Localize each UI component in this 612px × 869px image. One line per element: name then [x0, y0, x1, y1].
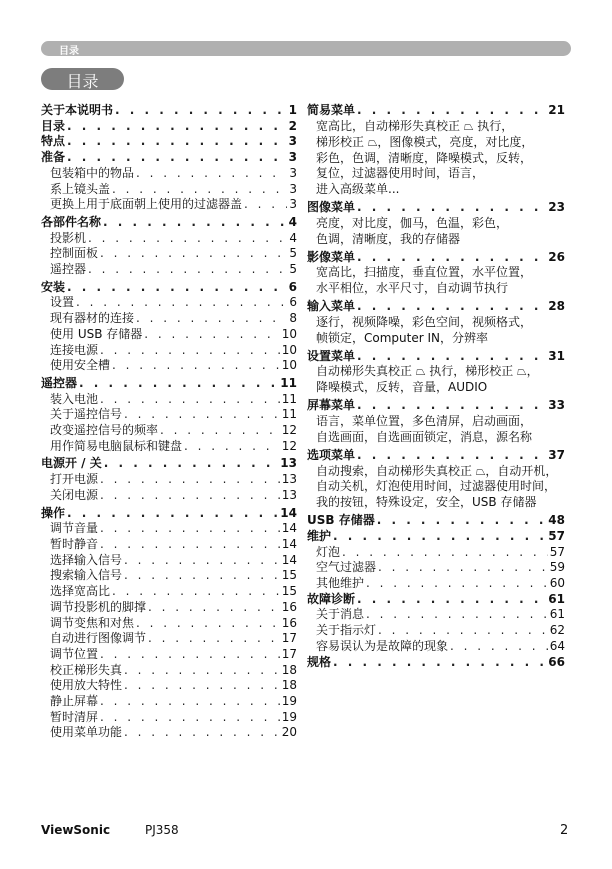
page-title-badge: [41, 68, 124, 90]
toc-entry-page: 57: [548, 528, 565, 543]
toc-entry-page: 21: [548, 103, 565, 117]
section-header-label: 目录: [59, 46, 79, 57]
toc-entry-label: 特点: [41, 134, 66, 149]
toc-leader-dots: [378, 623, 548, 639]
toc-entry-label: 规格: [307, 654, 332, 669]
toc-section-description: 水平相位，水平尺寸，自动调节执行: [316, 281, 509, 296]
toc-entry-label: 现有器材的连接: [50, 311, 135, 326]
toc-subsection-entry[interactable]: [307, 623, 565, 639]
toc-leader-dots: [67, 506, 278, 522]
toc-left-column: [41, 103, 297, 741]
toc-entry-label: 关于指示灯: [316, 623, 377, 638]
page-title: 目录: [66, 72, 99, 91]
toc-subsection-entry[interactable]: [41, 678, 297, 694]
toc-entry-page: 10: [281, 342, 297, 357]
toc-leader-dots: [244, 197, 287, 213]
toc-entry-label: 调节位置: [50, 646, 99, 661]
toc-section-entry[interactable]: [307, 250, 565, 266]
toc-leader-dots: [357, 200, 546, 216]
toc-section-description: 帧锁定，Computer IN，分辨率: [316, 330, 488, 345]
toc-leader-dots: [100, 246, 287, 262]
toc-entry-page: 62: [549, 623, 565, 638]
toc-entry-label: 选项菜单: [307, 447, 356, 462]
toc-section-description: 自选画面，自选画面锁定，消息，源名称: [316, 429, 533, 444]
toc-entry-page: 11: [281, 407, 297, 422]
toc-section-entry[interactable]: [41, 376, 297, 392]
toc-leader-dots: [357, 349, 546, 365]
toc-entry-label: 用作简易电脑鼠标和键盘: [50, 438, 183, 453]
toc-subsection-entry[interactable]: [41, 327, 297, 343]
toc-entry-page: 14: [281, 521, 297, 536]
toc-subsection-entry[interactable]: [41, 295, 297, 311]
toc-leader-dots: [136, 616, 280, 632]
toc-entry-page: 48: [548, 513, 565, 528]
toc-subsection-entry[interactable]: [41, 488, 297, 504]
footer-page-number: 2: [560, 823, 569, 838]
toc-entry-page: 61: [549, 607, 565, 622]
toc-leader-dots: [88, 262, 287, 278]
toc-entry-page: 13: [280, 456, 297, 471]
toc-entry-label: 静止屏幕: [50, 694, 99, 709]
toc-entry-page: 66: [548, 654, 565, 669]
toc-section-description: 色调，清晰度，我的存储器: [316, 231, 461, 246]
toc-leader-dots: [333, 529, 546, 545]
toc-entry-page: 33: [548, 398, 565, 413]
toc-leader-dots: [100, 472, 280, 488]
toc-entry-label: 调节投影机的脚撑: [50, 599, 147, 614]
toc-entry-label: 使用安全槽: [50, 358, 111, 373]
toc-leader-dots: [67, 150, 287, 166]
toc-entry-label: 调节音量: [50, 521, 99, 536]
toc-subsection-entry[interactable]: [41, 600, 297, 616]
toc-section-entry[interactable]: [307, 200, 565, 216]
toc-subsection-entry[interactable]: [307, 560, 565, 576]
toc-entry-label: 使用菜单功能: [50, 725, 123, 740]
toc-section-description: 梯形校正 ⏢，图像模式，亮度，对比度，: [316, 134, 534, 149]
toc-section-entry[interactable]: [307, 592, 565, 608]
toc-leader-dots: [67, 134, 287, 150]
toc-subsection-entry[interactable]: [41, 663, 297, 679]
toc-entry-label: 装入电池: [50, 391, 99, 406]
toc-section-description: 进入高级菜单...: [316, 182, 400, 197]
toc-leader-dots: [100, 537, 280, 553]
toc-entry-label: 设置: [50, 295, 75, 310]
toc-entry-page: 61: [548, 591, 565, 606]
toc-leader-dots: [333, 655, 546, 671]
toc-leader-dots: [377, 513, 547, 529]
toc-subsection-entry[interactable]: [41, 423, 297, 439]
toc-entry-label: 自动进行图像调节: [50, 631, 147, 646]
toc-entry-label: 屏幕菜单: [307, 398, 356, 413]
toc-section-description: 语言，菜单位置，多色清屏，启动画面，: [316, 414, 533, 428]
toc-entry-page: 18: [281, 662, 297, 677]
toc-entry-label: 关于消息: [316, 607, 365, 622]
toc-leader-dots: [136, 311, 287, 327]
toc-entry-label: 目录: [41, 118, 66, 133]
toc-section-description: 我的按钮，特殊设定，安全，USB 存储器: [316, 495, 537, 510]
toc-entry-page: 23: [548, 200, 565, 215]
toc-subsection-entry[interactable]: [307, 607, 565, 623]
toc-section-entry[interactable]: [307, 103, 565, 119]
toc-subsection-entry[interactable]: [41, 694, 297, 710]
toc-subsection-entry[interactable]: [41, 407, 297, 423]
toc-entry-label: 暂时清屏: [50, 709, 99, 724]
toc-subsection-entry[interactable]: [41, 631, 297, 647]
toc-entry-label: 使用放大特性: [50, 678, 123, 693]
footer-brand: ViewSonic: [41, 823, 111, 837]
toc-subsection-entry[interactable]: [41, 472, 297, 488]
toc-entry-page: 5: [289, 246, 297, 261]
toc-subsection-entry[interactable]: [307, 576, 565, 592]
toc-entry-page: 28: [548, 299, 565, 314]
toc-leader-dots: [136, 166, 287, 182]
toc-leader-dots: [357, 299, 546, 315]
toc-entry-page: 60: [549, 576, 565, 591]
toc-subsection-entry[interactable]: [41, 537, 297, 553]
toc-leader-dots: [112, 358, 280, 374]
toc-leader-dots: [144, 327, 279, 343]
toc-entry-page: 6: [288, 279, 297, 294]
toc-entry-page: 13: [281, 472, 297, 487]
toc-leader-dots: [100, 343, 280, 359]
toc-leader-dots: [124, 725, 280, 741]
toc-entry-label: 选择宽高比: [50, 584, 111, 599]
toc-entry-page: 57: [549, 544, 565, 559]
toc-entry-label: 空气过滤器: [316, 560, 377, 575]
toc-leader-dots: [124, 407, 280, 423]
toc-leader-dots: [100, 392, 280, 408]
toc-section-description: 逐行，视频降噪，彩色空间，视频格式，: [316, 314, 533, 329]
toc-entry-label: 包装箱中的物品: [50, 165, 135, 180]
toc-section-entry[interactable]: [41, 215, 297, 231]
toc-subsection-entry[interactable]: [41, 311, 297, 327]
footer-model: PJ358: [145, 823, 179, 837]
toc-entry-page: 15: [281, 568, 297, 583]
toc-leader-dots: [148, 631, 280, 647]
toc-leader-dots: [112, 584, 280, 600]
toc-entry-label: 打开电源: [50, 472, 99, 487]
toc-subsection-entry[interactable]: [41, 392, 297, 408]
toc-leader-dots: [115, 103, 287, 119]
toc-right-column: [307, 103, 565, 670]
toc-entry-page: 8: [289, 311, 297, 326]
toc-subsection-entry[interactable]: [41, 584, 297, 600]
toc-entry-page: 6: [289, 295, 297, 310]
toc-entry-page: 4: [289, 230, 297, 245]
toc-leader-dots: [100, 647, 280, 663]
toc-leader-dots: [124, 553, 280, 569]
toc-entry-label: 更换上用于底面朝上使用的过滤器盖: [50, 197, 243, 212]
toc-subsection-entry[interactable]: [41, 568, 297, 584]
toc-leader-dots: [450, 639, 548, 655]
toc-leader-dots: [100, 521, 280, 537]
toc-entry-page: 14: [281, 536, 297, 551]
toc-entry-page: 3: [288, 150, 297, 165]
toc-entry-label: 遥控器: [41, 375, 78, 390]
toc-subsection-entry[interactable]: [41, 197, 297, 213]
toc-subsection-entry[interactable]: [41, 616, 297, 632]
toc-subsection-entry[interactable]: [307, 639, 565, 655]
toc-section-entry[interactable]: [307, 448, 565, 464]
toc-section-entry[interactable]: [41, 119, 297, 135]
toc-section-description: 复位，过滤器使用时间，语言，: [316, 166, 485, 181]
toc-entry-label: 图像菜单: [307, 200, 356, 215]
toc-section-description: 宽高比，自动梯形失真校正 ⏢ 执行，: [316, 118, 514, 133]
toc-entry-page: 19: [281, 709, 297, 724]
toc-entry-page: 11: [280, 375, 297, 390]
toc-leader-dots: [100, 694, 280, 710]
toc-section-entry[interactable]: [41, 506, 297, 522]
toc-subsection-entry[interactable]: [41, 439, 297, 455]
toc-entry-label: 调节变焦和对焦: [50, 615, 135, 630]
toc-subsection-entry[interactable]: [41, 521, 297, 537]
section-header-bar: [41, 41, 571, 56]
toc-entry-page: 26: [548, 249, 565, 264]
toc-section-description: 亮度，对比度，伽马，色温，彩色，: [316, 215, 509, 230]
toc-entry-page: 4: [288, 214, 297, 229]
toc-section-description: 自动梯形失真校正 ⏢ 执行，梯形校正 ⏢，: [316, 364, 539, 379]
toc-entry-page: 2: [288, 118, 297, 133]
toc-entry-page: 12: [281, 438, 297, 453]
toc-entry-page: 3: [289, 181, 297, 196]
toc-subsection-entry[interactable]: [41, 710, 297, 726]
toc-entry-page: 18: [281, 678, 297, 693]
toc-section-description: 自动搜索，自动梯形失真校正 ⏢，自动开机，: [316, 463, 558, 478]
toc-entry-page: 16: [281, 615, 297, 630]
toc-entry-page: 64: [549, 638, 565, 653]
toc-leader-dots: [342, 545, 548, 561]
toc-entry-label: 影像菜单: [307, 249, 356, 264]
toc-entry-page: 12: [281, 423, 297, 438]
toc-entry-page: 15: [281, 584, 297, 599]
toc-entry-page: 3: [289, 197, 297, 212]
toc-leader-dots: [357, 448, 546, 464]
toc-section-description: 宽高比，扫描度，垂直位置，水平位置，: [316, 265, 533, 280]
toc-entry-page: 20: [281, 725, 297, 740]
toc-section-entry[interactable]: [41, 134, 297, 150]
toc-entry-label: 灯泡: [316, 544, 341, 559]
toc-entry-page: 14: [280, 505, 297, 520]
toc-subsection-entry[interactable]: [41, 358, 297, 374]
toc-entry-label: 电源开 / 关: [41, 456, 102, 471]
toc-subsection-entry[interactable]: [41, 647, 297, 663]
toc-leader-dots: [103, 215, 287, 231]
toc-entry-label: 准备: [41, 150, 66, 165]
toc-leader-dots: [124, 678, 280, 694]
toc-leader-dots: [357, 103, 546, 119]
toc-leader-dots: [112, 182, 287, 198]
toc-subsection-entry[interactable]: [41, 343, 297, 359]
toc-entry-label: 控制面板: [50, 246, 99, 261]
toc-leader-dots: [184, 439, 280, 455]
toc-entry-label: 系上镜头盖: [50, 181, 111, 196]
toc-entry-label: 故障诊断: [307, 591, 356, 606]
toc-leader-dots: [366, 576, 548, 592]
toc-section-description: 自动关机，灯泡使用时间，过滤器使用时间，: [316, 479, 557, 494]
toc-entry-label: 暂时静音: [50, 536, 99, 551]
toc-entry-page: 13: [281, 487, 297, 502]
toc-entry-label: 操作: [41, 505, 66, 520]
toc-entry-page: 14: [281, 552, 297, 567]
toc-section-entry[interactable]: [307, 655, 565, 671]
toc-section-entry[interactable]: [307, 398, 565, 414]
toc-entry-label: 投影机: [50, 230, 87, 245]
toc-leader-dots: [67, 119, 287, 135]
toc-entry-label: 维护: [307, 528, 332, 543]
toc-entry-page: 17: [281, 646, 297, 661]
toc-entry-label: 选择输入信号: [50, 552, 123, 567]
toc-leader-dots: [378, 560, 548, 576]
toc-leader-dots: [76, 295, 287, 311]
toc-entry-label: 连接电源: [50, 342, 99, 357]
toc-entry-page: 59: [549, 560, 565, 575]
toc-leader-dots: [104, 456, 279, 472]
toc-leader-dots: [124, 568, 280, 584]
toc-entry-label: 校正梯形失真: [50, 662, 123, 677]
toc-leader-dots: [148, 600, 280, 616]
toc-subsection-entry[interactable]: [41, 553, 297, 569]
toc-section-entry[interactable]: [41, 280, 297, 296]
toc-section-entry[interactable]: [41, 456, 297, 472]
toc-entry-label: 简易菜单: [307, 103, 356, 117]
toc-section-description: 降噪模式，反转，音量，AUDIO: [316, 380, 488, 395]
toc-subsection-entry[interactable]: [41, 231, 297, 247]
toc-leader-dots: [124, 663, 280, 679]
toc-leader-dots: [160, 423, 280, 439]
toc-leader-dots: [100, 488, 280, 504]
toc-section-entry[interactable]: [307, 513, 565, 529]
toc-leader-dots: [67, 280, 287, 296]
toc-section-entry[interactable]: [41, 103, 297, 119]
toc-entry-page: 1: [288, 103, 297, 117]
toc-entry-label: 使用 USB 存储器: [50, 326, 143, 341]
toc-entry-page: 31: [548, 348, 565, 363]
toc-section-entry[interactable]: [307, 529, 565, 545]
toc-subsection-entry[interactable]: [307, 545, 565, 561]
toc-entry-label: 容易误认为是故障的现象: [316, 638, 449, 653]
toc-entry-page: 19: [281, 694, 297, 709]
toc-section-description: 彩色，色调，清晰度，降噪模式，反转，: [316, 150, 533, 165]
toc-leader-dots: [357, 250, 546, 266]
toc-entry-page: 16: [281, 599, 297, 614]
toc-entry-page: 3: [289, 165, 297, 180]
toc-section-entry[interactable]: [307, 299, 565, 315]
toc-entry-label: 输入菜单: [307, 299, 356, 314]
toc-entry-label: 关于遥控信号: [50, 407, 123, 422]
toc-leader-dots: [357, 592, 546, 608]
toc-section-entry[interactable]: [307, 349, 565, 365]
toc-entry-page: 10: [281, 326, 297, 341]
toc-entry-label: 遥控器: [50, 262, 87, 277]
toc-subsection-entry[interactable]: [41, 246, 297, 262]
toc-subsection-entry[interactable]: [41, 262, 297, 278]
toc-entry-page: 10: [281, 358, 297, 373]
toc-entry-page: 17: [281, 631, 297, 646]
toc-leader-dots: [79, 376, 278, 392]
toc-entry-label: 其他维护: [316, 576, 365, 591]
toc-leader-dots: [88, 231, 287, 247]
toc-entry-label: 安装: [41, 279, 66, 294]
toc-entry-label: 改变遥控信号的频率: [50, 423, 159, 438]
toc-leader-dots: [366, 607, 548, 623]
toc-entry-label: 关闭电源: [50, 487, 99, 502]
toc-entry-label: 各部件名称: [41, 214, 102, 229]
toc-entry-page: 3: [288, 134, 297, 149]
toc-section-entry[interactable]: [41, 150, 297, 166]
toc-entry-page: 11: [281, 391, 297, 406]
toc-subsection-entry[interactable]: [41, 725, 297, 741]
toc-entry-label: 关于本说明书: [41, 103, 114, 117]
toc-entry-label: 搜索输入信号: [50, 568, 123, 583]
toc-entry-label: USB 存储器: [307, 513, 375, 528]
toc-entry-page: 37: [548, 447, 565, 462]
toc-subsection-entry[interactable]: [41, 166, 297, 182]
toc-entry-page: 5: [289, 262, 297, 277]
toc-subsection-entry[interactable]: [41, 182, 297, 198]
toc-leader-dots: [357, 398, 546, 414]
toc-leader-dots: [100, 710, 280, 726]
toc-entry-label: 设置菜单: [307, 348, 356, 363]
